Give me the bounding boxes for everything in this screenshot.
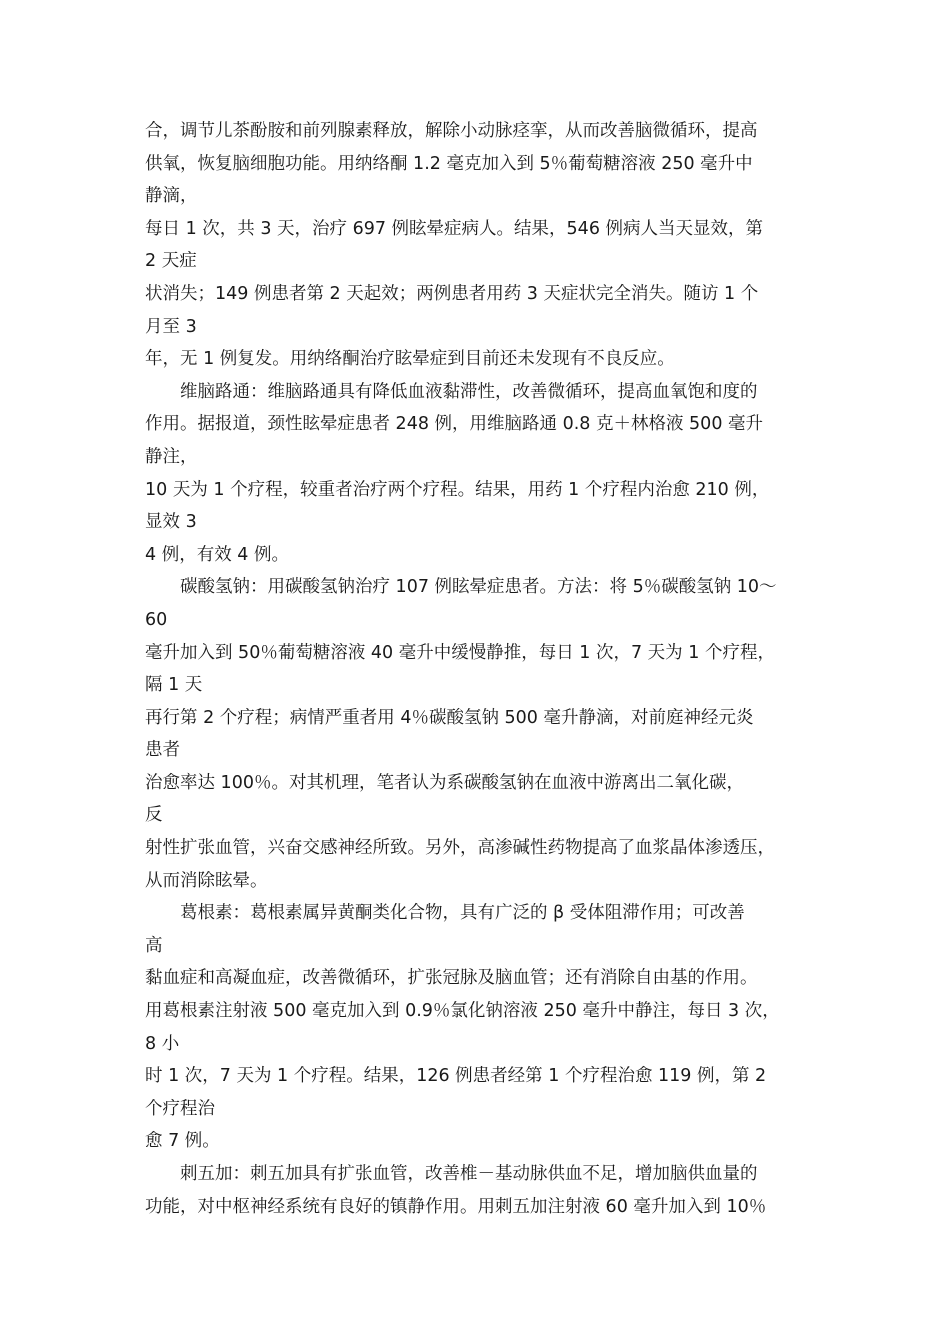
text-line: 状消失；149 例患者第 2 天起效；两例患者用药 3 天症状完全消失。随访 1 个 [145, 283, 759, 304]
text-line: 60 [145, 609, 168, 630]
text-line: 2 天症 [145, 251, 197, 272]
text-line: 静滴， [145, 186, 198, 207]
document-body [145, 115, 810, 1223]
text-line: 愈 7 例。 [145, 1131, 220, 1152]
text-line: 反 [145, 805, 163, 826]
text-line: 用葛根素注射液 500 毫克加入到 0.9％氯化钠溶液 250 毫升中静注，每日 3 次， [145, 1001, 780, 1022]
text-line: 功能，对中枢神经系统有良好的镇静作用。用刺五加注射液 60 毫升加入到 10％ [145, 1196, 767, 1217]
text-line: 显效 3 [145, 512, 197, 533]
text-line: 8 小 [145, 1033, 180, 1054]
text-line: 从而消除眩晕。 [145, 870, 268, 891]
text-line: 治愈率达 100％。对其机理，笔者认为系碳酸氢钠在血液中游离出二氧化碳， [145, 772, 744, 793]
text-line: 供氧，恢复脑细胞功能。用纳络酮 1.2 毫克加入到 5％葡萄糖溶液 250 毫升中 [145, 153, 753, 174]
text-line: 毫升加入到 50％葡萄糖溶液 40 毫升中缓慢静推，每日 1 次，7 天为 1 个疗程， [145, 642, 775, 663]
text-line: 月至 3 [145, 316, 197, 337]
text-line: 合，调节儿茶酚胺和前列腺素释放，解除小动脉痉挛，从而改善脑微循环，提高 [145, 121, 758, 141]
paragraph-first-line: 碳酸氢钠：用碳酸氢钠治疗 107 例眩晕症患者。方法：将 5％碳酸氢钠 10～ [180, 577, 777, 598]
text-line: 4 例，有效 4 例。 [145, 544, 289, 565]
text-line: 年，无 1 例复发。用纳络酮治疗眩晕症到目前还未发现有不良反应。 [145, 349, 675, 370]
paragraph-first-line: 维脑路通：维脑路通具有降低血液黏滞性，改善微循环，提高血氧饱和度的 [180, 381, 758, 402]
text-line: 患者 [145, 740, 180, 761]
text-line: 射性扩张血管，兴奋交感神经所致。另外，高渗碱性药物提高了血浆晶体渗透压， [145, 838, 775, 859]
text-line: 每日 1 次，共 3 天，治疗 697 例眩晕症病人。结果，546 例病人当天显效，第 [145, 218, 764, 239]
paragraph-first-line: 葛根素：葛根素属异黄酮类化合物，具有广泛的 β 受体阻滞作用；可改善 [180, 903, 745, 924]
paragraph-first-line: 刺五加：刺五加具有扩张血管，改善椎－基动脉供血不足，增加脑供血量的 [180, 1164, 758, 1184]
text-line: 个疗程治 [145, 1098, 215, 1119]
text-line: 再行第 2 个疗程；病情严重者用 4％碳酸氢钠 500 毫升静滴，对前庭神经元炎 [145, 707, 754, 728]
text-line: 静注， [145, 446, 198, 467]
text-line: 黏血症和高凝血症，改善微循环，扩张冠脉及脑血管；还有消除自由基的作用。 [145, 968, 758, 989]
text-line: 作用。据报道，颈性眩晕症患者 248 例，用维脑路通 0.8 克＋林格液 500 毫升 [145, 414, 764, 435]
text-line: 时 1 次，7 天为 1 个疗程。结果，126 例患者经第 1 个疗程治愈 119 例，第 2 [145, 1066, 767, 1087]
text-line: 隔 1 天 [145, 675, 203, 696]
text-line: 高 [145, 935, 163, 956]
text-line: 10 天为 1 个疗程，较重者治疗两个疗程。结果，用药 1 个疗程内治愈 210 例， [145, 479, 770, 500]
